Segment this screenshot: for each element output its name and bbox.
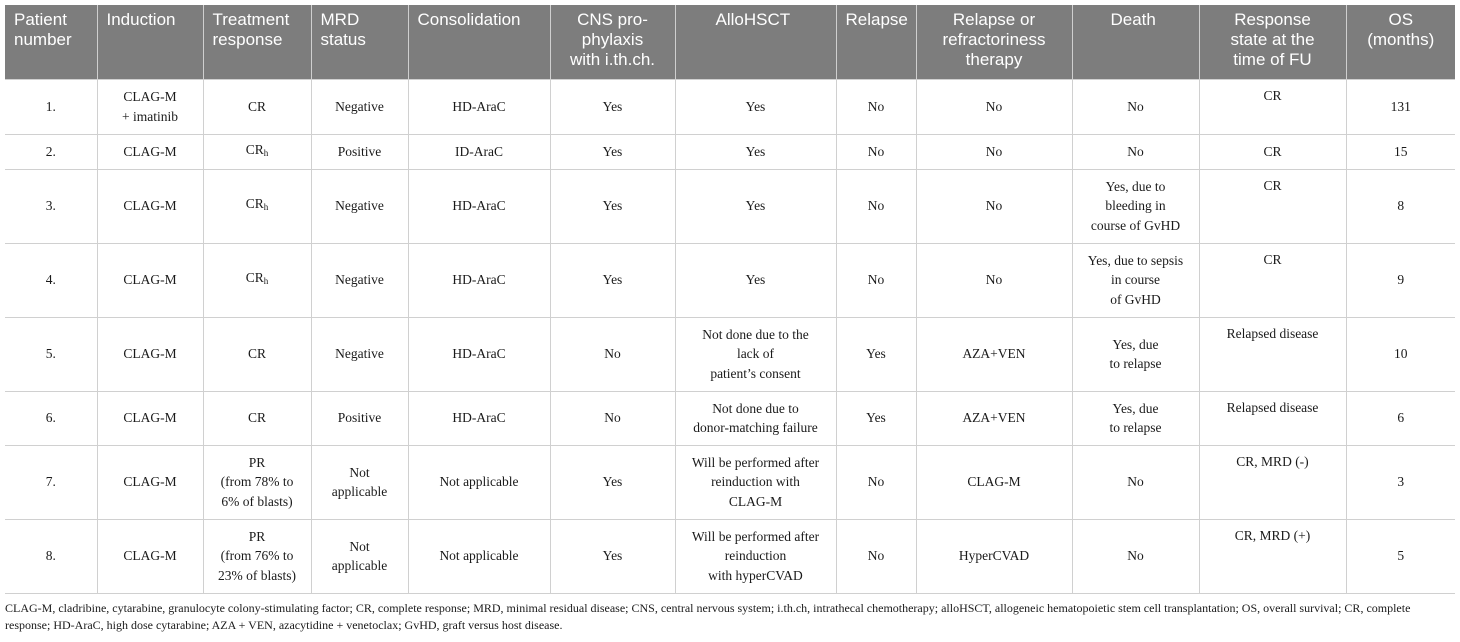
cell-patient: 1. — [5, 79, 97, 134]
cell-cns: Yes — [550, 445, 675, 519]
header-mrd-status: MRD status — [311, 5, 408, 79]
patient-outcomes-table — [5, 5, 1455, 594]
cell-consolidation: HD-AraC — [408, 317, 550, 391]
cell-relapse: Yes — [836, 391, 916, 445]
cell-os: 15 — [1346, 134, 1455, 169]
cell-mrd: Negative — [311, 317, 408, 391]
header-cns-prophylaxis: CNS pro- phylaxis with i.th.ch. — [550, 5, 675, 79]
cell-relapse: No — [836, 519, 916, 593]
cell-relapse: No — [836, 243, 916, 317]
cell-induction: CLAG-M — [97, 169, 203, 243]
cell-allohsct: Yes — [675, 134, 836, 169]
table-row — [5, 445, 1455, 519]
cell-patient: 5. — [5, 317, 97, 391]
cell-death: No — [1072, 445, 1199, 519]
cell-response: PR (from 78% to 6% of blasts) — [203, 445, 311, 519]
header-relapse: Relapse — [836, 5, 916, 79]
cell-os: 3 — [1346, 445, 1455, 519]
header-allohsct: AlloHSCT — [675, 5, 836, 79]
cell-induction: CLAG-M — [97, 243, 203, 317]
cell-consolidation: Not applicable — [408, 519, 550, 593]
cell-death: No — [1072, 519, 1199, 593]
cell-consolidation: HD-AraC — [408, 79, 550, 134]
cell-relapse: Yes — [836, 317, 916, 391]
header-patient-number: Patient number — [5, 5, 97, 79]
cell-cns: Yes — [550, 243, 675, 317]
cell-response: PR (from 76% to 23% of blasts) — [203, 519, 311, 593]
cell-patient: 4. — [5, 243, 97, 317]
cell-os: 8 — [1346, 169, 1455, 243]
cell-allohsct: Will be performed after reinduction with hyperCVAD — [675, 519, 836, 593]
cell-fu-state: Relapsed disease — [1199, 391, 1346, 445]
cell-induction: CLAG-M — [97, 134, 203, 169]
cell-patient: 3. — [5, 169, 97, 243]
cell-mrd: Positive — [311, 391, 408, 445]
cell-death: Yes, due to bleeding in course of GvHD — [1072, 169, 1199, 243]
table-row — [5, 243, 1455, 317]
cell-patient: 2. — [5, 134, 97, 169]
cell-cns: No — [550, 391, 675, 445]
cell-allohsct: Not done due to the lack of patient’s consent — [675, 317, 836, 391]
table-row — [5, 519, 1455, 593]
cell-fu-state: CR — [1199, 169, 1346, 243]
header-consolidation: Consolidation — [408, 5, 550, 79]
cell-allohsct: Yes — [675, 169, 836, 243]
cell-fu-state: Relapsed disease — [1199, 317, 1346, 391]
header-row — [5, 5, 1455, 79]
header-os-months: OS (months) — [1346, 5, 1455, 79]
cell-response: $CR_h$ — [203, 169, 311, 243]
cell-mrd: Not applicable — [311, 519, 408, 593]
header-induction: Induction — [97, 5, 203, 79]
cell-response: $CR_h$ — [203, 243, 311, 317]
cell-therapy: HyperCVAD — [916, 519, 1072, 593]
header-treatment-response: Treatment response — [203, 5, 311, 79]
cell-induction: CLAG-M — [97, 445, 203, 519]
cell-mrd: Negative — [311, 243, 408, 317]
header-relapse-therapy: Relapse or refractoriness therapy — [916, 5, 1072, 79]
cell-response: $CR_h$ — [203, 134, 311, 169]
cell-os: 131 — [1346, 79, 1455, 134]
cell-relapse: No — [836, 134, 916, 169]
cell-cns: Yes — [550, 169, 675, 243]
cell-response: CR — [203, 79, 311, 134]
header-response-state-fu: Response state at the time of FU — [1199, 5, 1346, 79]
cell-consolidation: HD-AraC — [408, 243, 550, 317]
cell-os: 6 — [1346, 391, 1455, 445]
cell-induction: CLAG-M — [97, 317, 203, 391]
cell-death: Yes, due to sepsis in course of GvHD — [1072, 243, 1199, 317]
cell-cns: Yes — [550, 79, 675, 134]
cell-death: No — [1072, 134, 1199, 169]
cell-allohsct: Yes — [675, 243, 836, 317]
cell-response: CR — [203, 391, 311, 445]
cell-consolidation: Not applicable — [408, 445, 550, 519]
cell-fu-state: CR — [1199, 243, 1346, 317]
cell-relapse: No — [836, 169, 916, 243]
cell-induction: CLAG-M — [97, 391, 203, 445]
table-row — [5, 134, 1455, 169]
cell-fu-state: CR, MRD (+) — [1199, 519, 1346, 593]
cell-patient: 6. — [5, 391, 97, 445]
cell-therapy: No — [916, 134, 1072, 169]
cell-os: 10 — [1346, 317, 1455, 391]
cell-therapy: No — [916, 79, 1072, 134]
cell-mrd: Negative — [311, 79, 408, 134]
cell-therapy: CLAG-M — [916, 445, 1072, 519]
cell-consolidation: HD-AraC — [408, 391, 550, 445]
header-death: Death — [1072, 5, 1199, 79]
cell-relapse: No — [836, 445, 916, 519]
cell-cns: Yes — [550, 134, 675, 169]
cell-mrd: Negative — [311, 169, 408, 243]
cell-cns: Yes — [550, 519, 675, 593]
cell-therapy: No — [916, 169, 1072, 243]
cell-os: 5 — [1346, 519, 1455, 593]
cell-relapse: No — [836, 79, 916, 134]
cell-patient: 7. — [5, 445, 97, 519]
cell-mrd: Not applicable — [311, 445, 408, 519]
table-row — [5, 317, 1455, 391]
table-row — [5, 391, 1455, 445]
cell-consolidation: ID-AraC — [408, 134, 550, 169]
table-row — [5, 79, 1455, 134]
cell-therapy: AZA+VEN — [916, 317, 1072, 391]
cell-death: Yes, due to relapse — [1072, 317, 1199, 391]
table-footnote: CLAG-M, cladribine, cytarabine, granulocyte colony-stimulating factor; CR, complete response; MRD, minimal residual disease; CNS, central nervous system; i.th.ch, intrathecal chemotherapy; alloHSCT, allogeneic hematopoietic stem cell transplantation; OS, overall survival; CR, complete response; HD-AraC, high dose cytarabine; AZA + VEN, azacytidine + venetoclax; GvHD, graft versus host disease. — [5, 600, 1411, 632]
cell-mrd: Positive — [311, 134, 408, 169]
cell-therapy: No — [916, 243, 1072, 317]
cell-allohsct: Yes — [675, 79, 836, 134]
table-container — [5, 5, 1455, 634]
cell-response: CR — [203, 317, 311, 391]
cell-fu-state: CR — [1199, 79, 1346, 134]
cell-fu-state: CR, MRD (-) — [1199, 445, 1346, 519]
cell-death: No — [1072, 79, 1199, 134]
cell-cns: No — [550, 317, 675, 391]
cell-patient: 8. — [5, 519, 97, 593]
cell-induction: CLAG-M — [97, 519, 203, 593]
cell-therapy: AZA+VEN — [916, 391, 1072, 445]
cell-allohsct: Not done due to donor-matching failure — [675, 391, 836, 445]
cell-allohsct: Will be performed after reinduction with CLAG-M — [675, 445, 836, 519]
cell-induction: CLAG-M + imatinib — [97, 79, 203, 134]
table-row — [5, 169, 1455, 243]
cell-os: 9 — [1346, 243, 1455, 317]
cell-fu-state: CR — [1199, 134, 1346, 169]
cell-consolidation: HD-AraC — [408, 169, 550, 243]
cell-death: Yes, due to relapse — [1072, 391, 1199, 445]
